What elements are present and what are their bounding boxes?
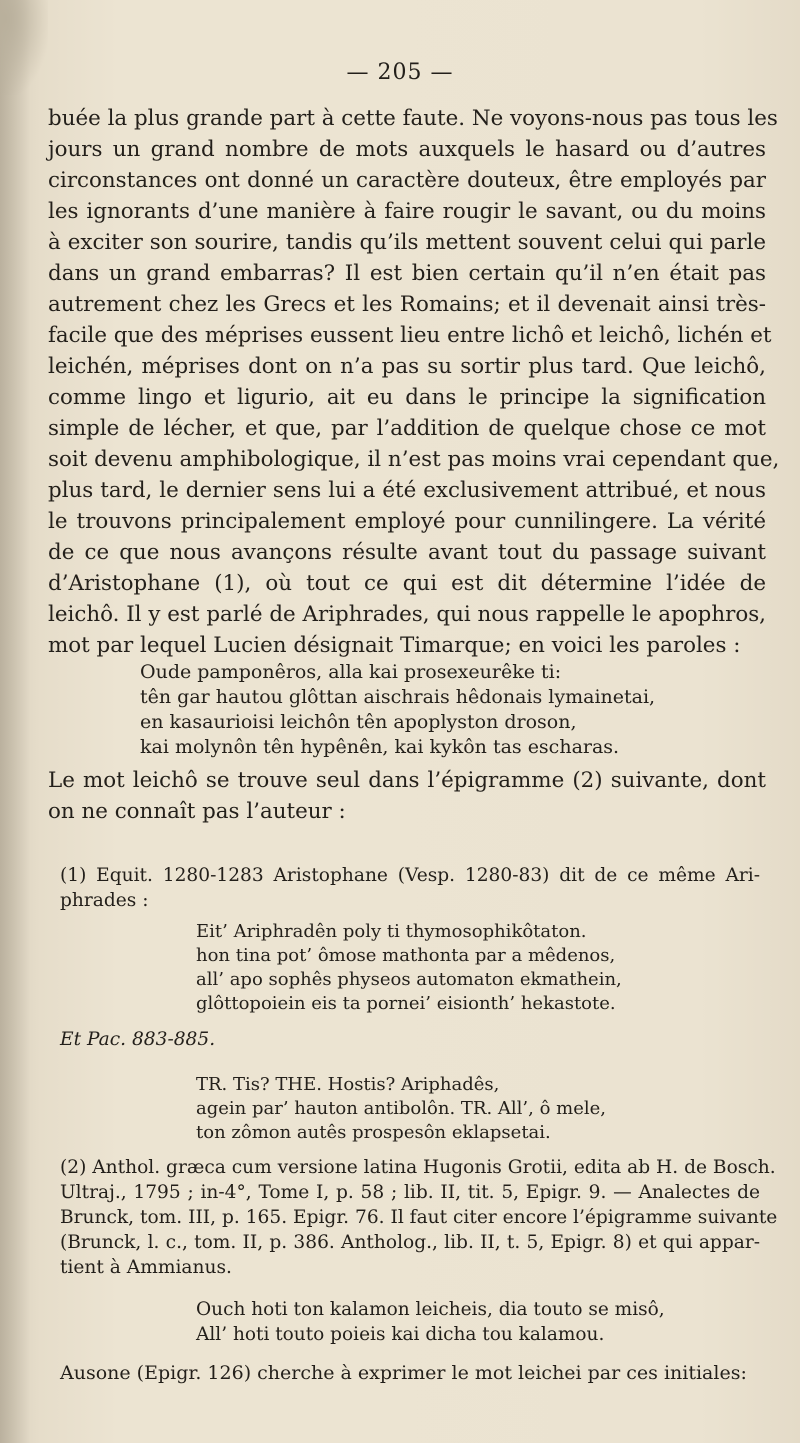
text-line: dans un grand embarras? Il est bien certain qu’il n’en était pas — [48, 261, 766, 286]
verse-line: Oude pamponêros, alla kai prosexeurêke ti: — [140, 661, 562, 683]
verse-line: all’ apo sophês physeos automaton ekmathein, — [196, 969, 622, 990]
text-line: circonstances ont donné un caractère douteux, être employés par — [48, 168, 766, 193]
footnote-line: (Brunck, l. c., tom. II, p. 386. Antholog., lib. II, t. 5, Epigr. 8) et qui appar- — [60, 1232, 760, 1253]
footnote-2 — [60, 1155, 778, 1280]
verse-line: Eit’ Ariphradên poly ti thymosophikôtaton. — [196, 921, 587, 942]
verse-line: tên gar hautou glôttan aischrais hêdonais lymainetai, — [140, 686, 656, 708]
text-line: autrement chez les Grecs et les Romains; et il devenait ainsi très- — [48, 292, 766, 317]
verse-line: en kasaurioisi leichôn tên apoplyston droson, — [140, 711, 577, 733]
main-paragraph — [48, 103, 780, 661]
footnote-line: tient à Ammianus. — [60, 1257, 232, 1278]
footnote-line: Brunck, tom. III, p. 165. Epigr. 76. Il faut citer encore l’épigramme suivante — [60, 1207, 778, 1228]
verse-quotation-4 — [196, 1297, 665, 1347]
page-number: — 205 — — [346, 60, 454, 85]
footnote-1 — [60, 863, 760, 913]
verse-line: All’ hoti touto poieis kai dicha tou kalamou. — [196, 1324, 605, 1345]
verse-line: Ouch hoti ton kalamon leicheis, dia touto se misô, — [196, 1299, 665, 1320]
text-line: facile que des méprises eussent lieu entre lichô et leichô, lichén et — [48, 323, 772, 348]
text-line: on ne connaît pas l’auteur : — [48, 799, 346, 824]
text-line: les ignorants d’une manière à faire rougir le savant, ou du moins — [48, 199, 766, 224]
paragraph-2 — [48, 765, 766, 827]
footnote-line: phrades : — [60, 890, 149, 911]
text-line: soit devenu amphibologique, il n’est pas moins vrai cependant que, — [48, 447, 780, 472]
verse-line: TR. Tis? THE. Hostis? Ariphadês, — [196, 1074, 500, 1095]
footnote-1-reference — [60, 1027, 760, 1052]
text-line: le trouvons principalement employé pour cunnilingere. La vérité — [48, 509, 766, 534]
text-line: buée la plus grande part à cette faute. Ne voyons-nous pas tous les — [48, 106, 778, 131]
text-line: Le mot leichô se trouve seul dans l’épigramme (2) suivante, dont — [48, 768, 766, 793]
verse-line: ton zômon autês prospesôn eklapsetai. — [196, 1122, 551, 1143]
verse-quotation-1 — [140, 660, 655, 760]
footnote-line: Et Pac. 883-885. — [60, 1029, 216, 1050]
text-line: plus tard, le dernier sens lui a été exclusivement attribué, et nous — [48, 478, 766, 503]
verse-line: kai molynôn tên hypênên, kai kykôn tas escharas. — [140, 736, 620, 758]
page-edge-shadow — [0, 0, 30, 1443]
verse-quotation-2 — [196, 920, 622, 1016]
footnote-line: (1) Equit. 1280-1283 Aristophane (Vesp. 1280-83) dit de ce même Ari- — [60, 865, 760, 886]
closing-line — [60, 1361, 760, 1386]
text-line: simple de lécher, et que, par l’addition de quelque chose ce mot — [48, 416, 766, 441]
footnote-line: Ultraj., 1795 ; in-4°, Tome I, p. 58 ; lib. II, tit. 5, Epigr. 9. — Analectes de — [60, 1182, 760, 1203]
verse-line: agein par’ hauton antibolôn. TR. All’, ô mele, — [196, 1098, 606, 1119]
closing-text: Ausone (Epigr. 126) cherche à exprimer le mot leichei par ces initiales: — [60, 1362, 747, 1384]
text-line: de ce que nous avançons résulte avant tout du passage suivant — [48, 540, 766, 565]
text-line: à exciter son sourire, tandis qu’ils mettent souvent celui qui parle — [48, 230, 766, 255]
text-line: leichô. Il y est parlé de Ariphrades, qui nous rappelle le apophros, — [48, 602, 766, 627]
verse-quotation-3 — [196, 1073, 606, 1145]
text-line: d’Aristophane (1), où tout ce qui est dit détermine l’idée de — [48, 571, 766, 596]
verse-line: hon tina pot’ ômose mathonta par a mêdenos, — [196, 945, 616, 966]
footnote-line: (2) Anthol. græca cum versione latina Hugonis Grotii, edita ab H. de Bosch. — [60, 1157, 776, 1178]
text-line: leichén, méprises dont on n’a pas su sortir plus tard. Que leichô, — [48, 354, 766, 379]
text-line: jours un grand nombre de mots auxquels le hasard ou d’autres — [48, 137, 766, 162]
verse-line: glôttopoiein eis ta pornei’ eisionth’ hekastote. — [196, 993, 616, 1014]
text-line: comme lingo et ligurio, ait eu dans le principe la signification — [48, 385, 766, 410]
text-line: mot par lequel Lucien désignait Timarque; en voici les paroles : — [48, 633, 741, 658]
